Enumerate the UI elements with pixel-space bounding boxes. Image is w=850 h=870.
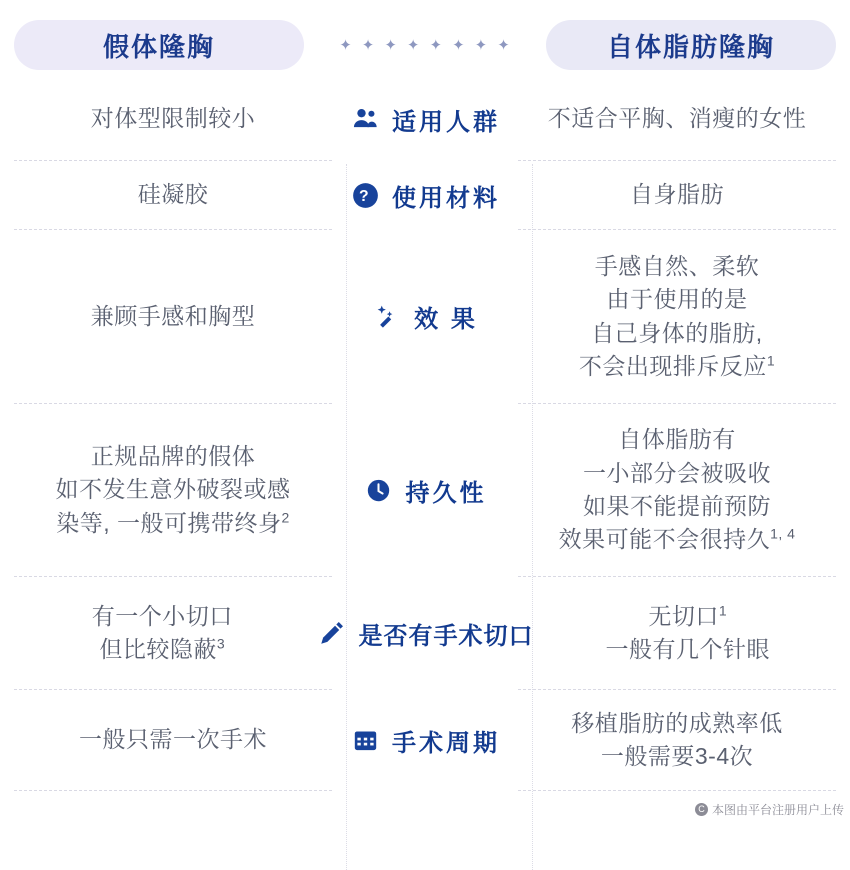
watermark [695, 801, 844, 818]
row-label: 持久性 [405, 479, 487, 507]
header-pill-right: 自体脂肪隆胸 [546, 20, 836, 70]
row-right-value [518, 690, 836, 790]
question-circle-icon [350, 180, 380, 210]
row-right-line: 效果可能不会很持久$^{1, 4}$ [558, 525, 796, 553]
row-label-group [332, 78, 518, 160]
row-right-line: 移植脂肪的成熟率低 [571, 709, 783, 736]
row-right-value [540, 577, 837, 689]
sparkle-icon: ✦ [406, 36, 421, 54]
sparkle-wand-icon [372, 302, 402, 332]
sparkle-icon: ✦ [474, 36, 489, 54]
footnote-marker: 1, 4 [770, 525, 796, 542]
row-right-line: 自体脂肪有 [618, 426, 736, 453]
table-row [14, 404, 836, 576]
table-row [14, 690, 836, 790]
row-left-line: 但比较隐蔽$^3$ [99, 635, 226, 662]
header-sparkle-divider [304, 38, 546, 53]
row-left-line: 有一个小切口 [91, 602, 233, 629]
row-left-value: 对体型限制较小 [90, 105, 256, 132]
row-label: 手术周期 [392, 729, 500, 757]
sparkle-icon: ✦ [384, 36, 398, 54]
table-row [14, 78, 836, 160]
row-label: 效 果 [414, 306, 478, 333]
calendar-icon [350, 725, 380, 755]
row-left-value [14, 577, 311, 689]
sparkle-icon: ✦ [429, 36, 444, 54]
footnote-marker: 1 [718, 602, 728, 618]
row-right-line: 一般有几个针眼 [605, 636, 770, 662]
row-right-line: 如果不能提前预防 [582, 493, 771, 519]
sparkle-icon: ✦ [339, 36, 353, 54]
row-label-group [332, 161, 518, 229]
sparkle-icon: ✦ [452, 36, 466, 54]
people-icon [350, 104, 380, 134]
row-right-value [518, 230, 836, 403]
watermark-text: 本图由平台注册用户上传 [711, 803, 844, 817]
row-label: 适用人群 [392, 108, 500, 136]
pen-icon [317, 618, 347, 648]
row-left-value: 一般只需一次手术 [79, 726, 267, 753]
sparkle-icon: ✦ [497, 36, 511, 54]
row-right-value: 不适合平胸、消瘦的女性 [547, 105, 807, 132]
table-row [14, 577, 836, 689]
row-left-value: 兼顾手感和胸型 [90, 302, 256, 329]
row-right-line: 自己身体的脂肪, [591, 319, 763, 346]
footnote-marker: 2 [281, 509, 290, 526]
row-left-line: 正规品牌的假体 [90, 442, 256, 469]
row-right-line: 手感自然、柔软 [594, 252, 760, 279]
row-label-group [332, 404, 518, 576]
row-label: 使用材料 [392, 184, 500, 212]
clock-icon [364, 475, 394, 505]
row-left-value [14, 404, 332, 576]
row-label-group [332, 690, 518, 790]
header-pill-left: 假体隆胸 [14, 20, 304, 70]
row-separator [14, 790, 836, 791]
row-right-line: 无切口$^1$ [648, 602, 728, 629]
table-row [14, 161, 836, 229]
footnote-marker: 3 [216, 635, 226, 652]
row-label-group [311, 577, 540, 689]
row-label-group [332, 230, 518, 403]
footnote-marker: 1 [766, 352, 776, 369]
row-label: 是否有手术切口 [358, 622, 534, 650]
comparison-header [14, 0, 836, 78]
row-right-value [518, 404, 836, 576]
table-row [14, 230, 836, 403]
svg-text:?: ? [358, 187, 372, 205]
row-left-line: 如不发生意外破裂或感 [55, 476, 291, 503]
row-right-line: 一小部分会被吸收 [582, 459, 771, 486]
copyright-icon: C [695, 803, 708, 816]
row-right-line: 不会出现排斥反应$^1$ [578, 352, 776, 379]
comparison-rows [14, 78, 836, 791]
row-right-line: 一般需要3-4次 [600, 743, 754, 769]
row-left-value: 硅凝胶 [137, 181, 209, 208]
row-right-line: 由于使用的是 [606, 286, 748, 313]
row-left-line: 染等, 一般可携带终身$^2$ [56, 509, 290, 536]
sparkle-icon: ✦ [361, 36, 376, 54]
row-right-value: 自身脂肪 [630, 181, 724, 208]
